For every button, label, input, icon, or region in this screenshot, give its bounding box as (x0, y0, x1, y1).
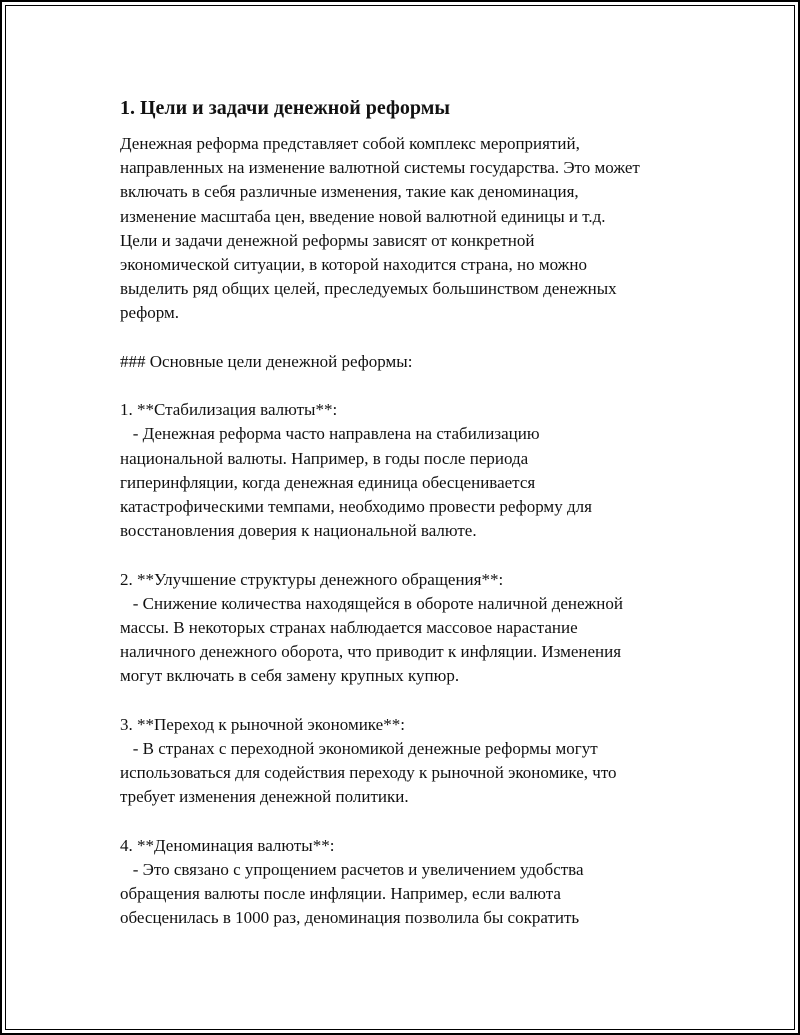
list-item (120, 834, 720, 931)
text-line: Денежная реформа представляет собой комплекс мероприятий, (120, 134, 580, 153)
text-line: Цели и задачи денежной реформы зависят от конкретной (120, 230, 535, 250)
intro-paragraph (120, 132, 720, 326)
document-body (120, 96, 720, 955)
text-line: массы. В некоторых странах наблюдается массовое нарастание (120, 618, 578, 638)
text-line: наличного денежного оборота, что приводит к инфляции. Изменения (120, 642, 622, 662)
text-line: - Денежная реформа часто направлена на стабилизацию (120, 424, 540, 444)
text-line: - Это связано с упрощением расчетов и увеличением удобства (120, 860, 584, 880)
list-item (120, 398, 720, 543)
text-line: обесценилась в 1000 раз, деноминация позволила бы сократить (120, 908, 580, 928)
text-line: экономической ситуации, в которой находится страна, но можно (120, 255, 587, 275)
text-line: восстановления доверия к национальной валюте. (120, 521, 477, 541)
text-line: - В странах с переходной экономикой денежные реформы могут (120, 739, 598, 759)
list-item-title: 2. **Улучшение структуры денежного обращения**: (120, 569, 504, 589)
text-line: выделить ряд общих целей, преследуемых большинством денежных (120, 279, 617, 299)
text-line: обращения валюты после инфляции. Например, если валюта (120, 884, 561, 904)
text-line: изменение масштаба цен, введение новой валютной единицы и т.д. (120, 206, 606, 226)
subheading-block (120, 350, 720, 374)
text-line: национальной валюты. Например, в годы после периода (120, 448, 529, 468)
list-item-title: 1. **Стабилизация валюты**: (120, 400, 338, 420)
text-line: реформ. (120, 303, 180, 323)
text-line: гиперинфляции, когда денежная единица обесценивается (120, 472, 536, 492)
subheading: ### Основные цели денежной реформы: (120, 351, 413, 371)
list-item (120, 568, 720, 689)
text-line: направленных на изменение валютной системы государства. Это может (120, 158, 640, 178)
text-line: требует изменения денежной политики. (120, 787, 409, 807)
text-line: катастрофическими темпами, необходимо провести реформу для (120, 497, 592, 517)
list-item-title: 4. **Деноминация валюты**: (120, 835, 335, 855)
text-line: могут включать в себя замену крупных купюр. (120, 666, 460, 686)
list-item-title: 3. **Переход к рыночной экономике**: (120, 714, 405, 734)
text-line: включать в себя различные изменения, такие как деноминация, (120, 182, 579, 202)
text-line: использоваться для содействия переходу к рыночной экономике, что (120, 763, 617, 783)
list-item (120, 713, 720, 810)
section-heading: 1. Цели и задачи денежной реформы (120, 97, 450, 119)
text-line: - Снижение количества находящейся в обороте наличной денежной (120, 593, 623, 613)
